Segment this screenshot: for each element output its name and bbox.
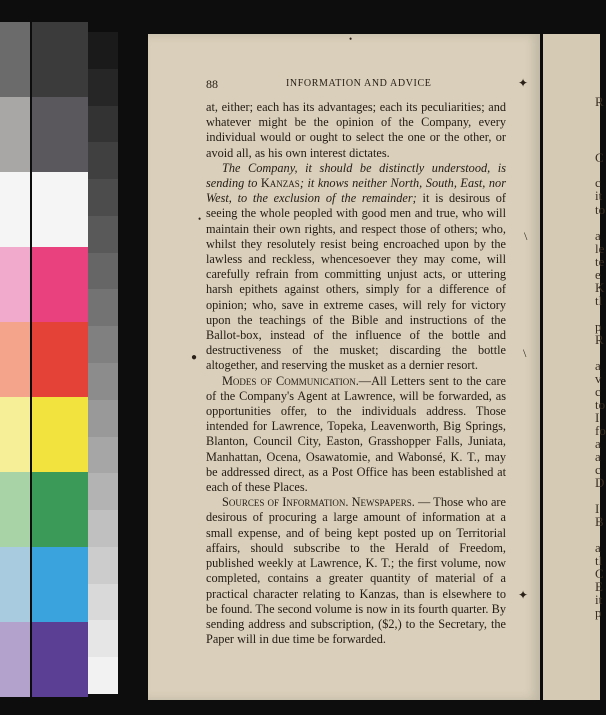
facing-page-letter: R	[595, 94, 604, 109]
color-swatch	[32, 322, 88, 397]
facing-page-letter: tl	[595, 553, 603, 568]
gray-step	[88, 473, 118, 510]
paragraph-communication-body: —All Letters sent to the care of the Company's Agent at Lawrence, will be forwarded, as opportunities offer, to the individuals address. Those intended for Lawrence, Topeka, Leavenworth, Big Springs, Blanton, Council City, Easton, Grasshopper Falls, Juniata, Manhattan, Ocena, Osawatomie, and Wabonsé, K. T., may be addressed direct, as a Post Office has been established at each of these Places.	[206, 373, 506, 495]
color-swatch	[32, 247, 88, 322]
heading-sources-of-information: Sources of Information. Newspapers.	[222, 495, 415, 510]
color-swatch	[0, 472, 30, 547]
facing-page-letter: a	[595, 436, 601, 451]
facing-page-letter: C	[595, 150, 604, 165]
margin-mark: ✦	[518, 76, 529, 90]
running-head	[206, 77, 506, 93]
gray-step	[88, 69, 118, 106]
color-swatch	[0, 172, 30, 247]
margin-mark: \	[523, 346, 527, 360]
italic-rest: ; it knows neither North, South, East, nor West, to the exclusion of the remainder;	[206, 176, 506, 206]
paragraph-information-body: — Those who are desirous of procuring a large amount of information at a small expense, and of being kept posted up on Territorial affairs, should subscribe to the Herald of Freedom, published weekly at Lawrence, K. T.; the first volume, now completed, contains a greater quantity of material of a practical character relating to Kanzas, than is elsewhere to be found. The second volume is now in its fourth quarter. By sending address and subscription, ($2,) to the Secretary, the Paper will in due time be forwarded.	[206, 495, 506, 647]
page-text	[206, 100, 506, 647]
color-swatch	[32, 397, 88, 472]
color-swatch	[32, 22, 88, 97]
gray-step	[88, 142, 118, 179]
gray-step	[88, 363, 118, 400]
gray-step	[88, 216, 118, 253]
kanzas-smallcaps: Kanzas	[260, 176, 300, 191]
paragraph-company	[206, 161, 506, 374]
page-number: 88	[206, 77, 218, 91]
gray-step	[88, 437, 118, 474]
margin-mark: \	[524, 229, 528, 243]
facing-page-letter: to	[595, 202, 606, 217]
gray-step	[88, 326, 118, 363]
color-swatch	[32, 547, 88, 622]
facing-page-letter: C	[595, 566, 604, 581]
facing-page-edge	[543, 34, 606, 700]
facing-page-letter: tl	[595, 293, 603, 308]
facing-page-letter: a	[595, 358, 601, 373]
binding-dot: •	[349, 34, 353, 44]
facing-page-letter: a	[595, 540, 601, 555]
facing-page-letter: a	[595, 449, 601, 464]
facing-page-letter: c	[595, 384, 601, 399]
gray-step	[88, 253, 118, 290]
facing-page-letter: a	[595, 228, 601, 243]
margin-mark: ✦	[518, 588, 529, 602]
color-swatch	[32, 172, 88, 247]
color-swatch	[32, 97, 88, 172]
paragraph-communication	[206, 374, 506, 496]
color-swatch	[0, 397, 30, 472]
color-swatch	[0, 247, 30, 322]
facing-page-letter: it	[595, 592, 603, 607]
gray-step	[88, 106, 118, 143]
facing-page-letter: B	[595, 514, 604, 529]
running-head-title: INFORMATION AND ADVICE	[286, 78, 432, 89]
facing-page-letter: e	[595, 267, 601, 282]
facing-page-letter: D	[595, 475, 605, 490]
gray-step	[88, 584, 118, 621]
facing-page-letter: to	[595, 397, 606, 412]
gray-step	[88, 620, 118, 657]
gray-step	[88, 289, 118, 326]
color-swatch	[0, 547, 30, 622]
facing-page-letter: E	[595, 579, 603, 594]
heading-modes-of-communication: Modes of Communication.	[222, 373, 359, 388]
gray-step	[88, 547, 118, 584]
facing-page-letter: p	[595, 319, 602, 334]
paragraph-continuation: at, either; each has its advantages; each its peculiarities; and whatever might be the opinion of the Company, every individual would or ought to select the one or the other, or avoid all, as his own interest dictates.	[206, 100, 506, 160]
book-page	[148, 34, 540, 700]
gray-step	[88, 510, 118, 547]
gray-step	[88, 657, 118, 694]
color-swatch	[0, 97, 30, 172]
facing-page-letter: p	[595, 605, 602, 620]
color-swatch	[0, 22, 30, 97]
gray-step	[88, 32, 118, 69]
paragraph-information	[206, 495, 506, 647]
italic-lead: The Company, it should be distinctly understood, is sending to	[206, 160, 506, 191]
color-swatch	[32, 472, 88, 547]
color-swatch	[0, 622, 30, 697]
facing-page-letter: c	[595, 175, 601, 190]
gray-step	[88, 179, 118, 216]
color-swatch	[32, 622, 88, 697]
grayscale-strip	[88, 32, 118, 694]
gray-step	[88, 400, 118, 437]
facing-page-letter: it	[595, 188, 603, 203]
margin-mark: •	[198, 214, 202, 224]
facing-page-letter: fo	[595, 423, 606, 438]
facing-page-letter: c	[595, 462, 601, 477]
facing-page-letter: I	[595, 410, 600, 425]
facing-page-letter: v	[595, 371, 602, 386]
facing-page-letter: I	[595, 501, 600, 516]
color-swatch	[0, 322, 30, 397]
facing-page-letter: K	[595, 280, 605, 295]
facing-page-letter: le	[595, 241, 605, 256]
facing-page-letter: te	[595, 254, 605, 269]
facing-page-letter: R	[595, 332, 604, 347]
paragraph-company-body: it is desirous of seeing the whole peopled with good men and true, who will maintain their own rights, and respect those of others; who, whilst they resolutely resist being encroached upon by the lawless and reckless, whencesoever they may come, will carefully refrain from committing unjust acts, or uttering harsh epithets against others, simply for a difference of opinion; who, save in extreme cases, will rely for victory upon the teachings of the Bible and instructions of the Ballot-box, instead of the influence of the bottle and destructiveness of the musket; discarding the bottle altogether, and reserving the musket as a dernier resort.	[206, 191, 507, 373]
margin-mark: ●	[191, 352, 198, 363]
